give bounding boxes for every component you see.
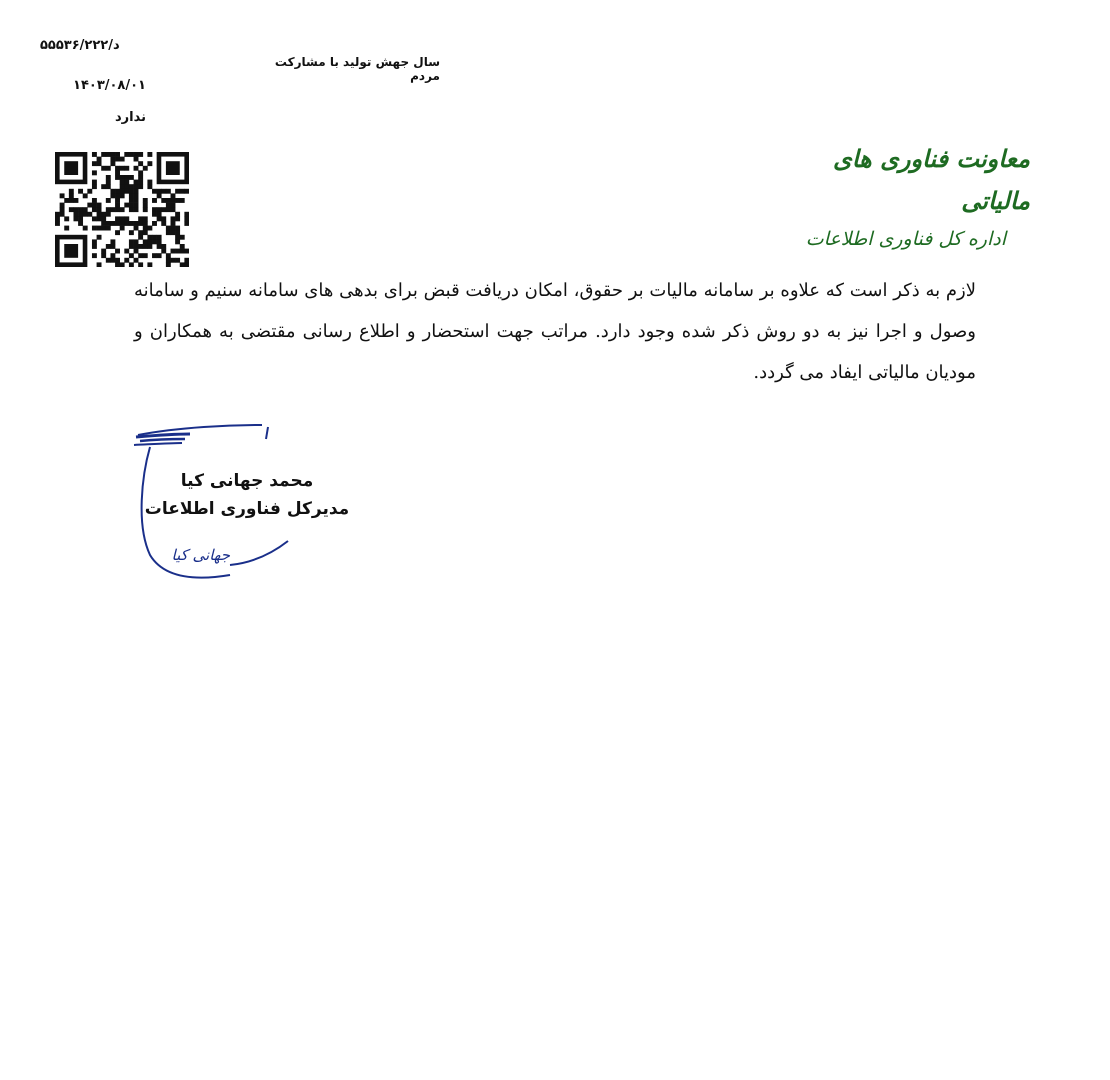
department-title: اداره کل فناوری اطلاعات [805,228,1006,250]
handwritten-signature: جهانی کیا [171,546,230,564]
signature-block [120,415,380,590]
attachment-status: ندارد [114,110,146,125]
signer-name: محمد جهانی کیا [180,471,314,491]
letter-body: لازم به ذکر است که علاوه بر سامانه مالیات بر حقوق، امکان دریافت قبض برای بدهی های سامانه سنیم و سامانه وصول و اجرا نیز به دو روش ذکر شده وجود دارد. مراتب جهت استحضار و اطلاع رسانی مقتضی به همکاران و مودیان مالیاتی ایفاد می گردد. [134,280,976,383]
deputy-title: معاونت فناوری های مالیاتی [832,144,1030,215]
qr-code-graphic [55,152,189,267]
organization-header [760,138,1030,256]
letter-number: ۵۵۵۳۶/۲۲۲/د [40,38,120,53]
letter-date: ۱۴۰۳/۰۸/۰۱ [73,78,146,93]
qr-code-icon [55,152,189,267]
year-slogan: سال جهش تولید با مشارکت مردم [274,55,440,83]
signer-title: مدیرکل فناوری اطلاعات [144,499,350,519]
